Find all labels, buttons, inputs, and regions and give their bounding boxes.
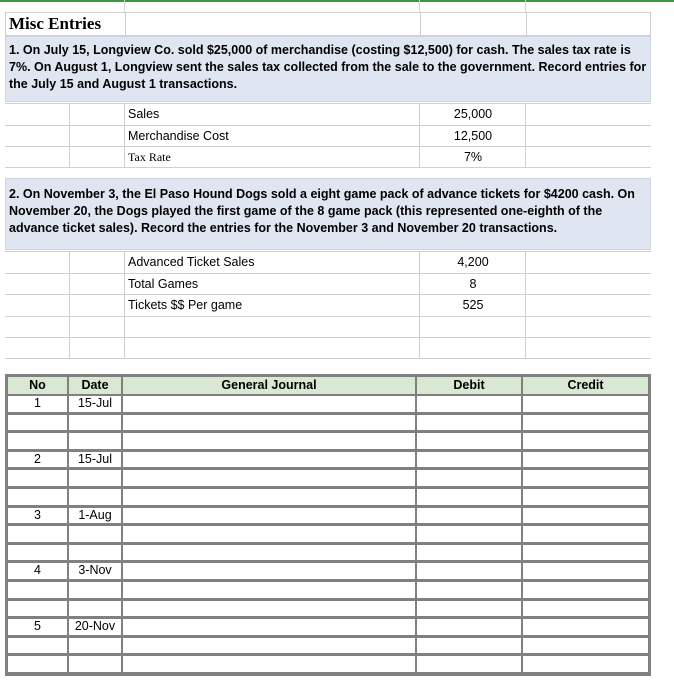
data-value: 25,000 (419, 104, 526, 125)
cell-credit[interactable] (523, 415, 648, 431)
cell-debit[interactable] (417, 526, 521, 542)
cell-no (8, 433, 67, 449)
cell-no (8, 601, 67, 617)
sheet-title: Misc Entries (9, 14, 102, 33)
journal-row (8, 563, 648, 579)
cell-account[interactable] (123, 619, 415, 635)
journal-row (8, 582, 648, 598)
cell-account[interactable] (123, 489, 415, 505)
cell-no (8, 582, 67, 598)
data-value: 8 (419, 274, 526, 295)
cell-debit[interactable] (417, 433, 521, 449)
cell-credit[interactable] (523, 489, 648, 505)
cell-no (8, 638, 67, 654)
journal-row (8, 619, 648, 635)
cell-credit[interactable] (523, 638, 648, 654)
cell-no: 3 (8, 508, 67, 524)
cell-no (8, 545, 67, 561)
cell-debit[interactable] (417, 470, 521, 486)
data-label: Total Games (124, 274, 198, 295)
data-label: Merchandise Cost (124, 126, 229, 147)
journal-row (8, 508, 648, 524)
cell-date (69, 526, 121, 542)
data-value: 12,500 (419, 126, 526, 147)
header-credit: Credit (523, 377, 648, 394)
data-row (5, 146, 651, 168)
cell-date (69, 601, 121, 617)
journal-row (8, 433, 648, 449)
question-2-text: 2. On November 3, the El Paso Hound Dogs sold a eight game pack of advance tickets for $4200 cash. On November 20, the Dogs played the first game of the 8 game pack (this represented one-eighth of the advance ticket sales). Record the entries for the November 3 and November 20 transactions. (5, 178, 651, 250)
data-label: Sales (124, 104, 159, 125)
data-row (5, 316, 651, 338)
cell-debit[interactable] (417, 508, 521, 524)
data-value: 7% (419, 147, 526, 167)
cell-credit[interactable] (523, 433, 648, 449)
cell-date (69, 545, 121, 561)
grid-line (525, 0, 526, 12)
cell-date: 15-Jul (69, 452, 121, 468)
header-general-journal: General Journal (123, 377, 415, 394)
cell-no (8, 415, 67, 431)
cell-account[interactable] (123, 452, 415, 468)
data-table-1 (5, 103, 651, 168)
data-row (5, 125, 651, 147)
journal-row (8, 545, 648, 561)
cell-account[interactable] (123, 415, 415, 431)
cell-account[interactable] (123, 433, 415, 449)
cell-no: 4 (8, 563, 67, 579)
cell-account[interactable] (123, 601, 415, 617)
cell-date (69, 638, 121, 654)
cell-account[interactable] (123, 638, 415, 654)
cell-account[interactable] (123, 470, 415, 486)
journal-row (8, 638, 648, 654)
cell-account[interactable] (123, 526, 415, 542)
cell-debit[interactable] (417, 489, 521, 505)
cell-date: 3-Nov (69, 563, 121, 579)
cell-no: 5 (8, 619, 67, 635)
general-journal-table (5, 374, 651, 676)
cell-date (69, 656, 121, 672)
journal-header-row (8, 377, 648, 394)
header-debit: Debit (417, 377, 521, 394)
data-row (5, 294, 651, 316)
cell-date (69, 470, 121, 486)
data-table-2 (5, 251, 651, 359)
cell-debit[interactable] (417, 601, 521, 617)
cell-date (69, 489, 121, 505)
data-value: 525 (419, 295, 526, 316)
data-value: 4,200 (419, 252, 526, 273)
cell-credit[interactable] (523, 396, 648, 412)
cell-debit[interactable] (417, 415, 521, 431)
question-1-text: 1. On July 15, Longview Co. sold $25,000 of merchandise (costing $12,500) for cash. The sales tax rate is 7%. On August 1, Longview sent the sales tax collected from the sale to the government. Record entries for the July 15 and August 1 transactions. (5, 36, 651, 102)
cell-account[interactable] (123, 563, 415, 579)
cell-no: 1 (8, 396, 67, 412)
cell-date (69, 582, 121, 598)
cell-credit[interactable] (523, 619, 648, 635)
data-label: Advanced Ticket Sales (124, 252, 254, 273)
cell-account[interactable] (123, 545, 415, 561)
top-border (0, 0, 674, 2)
cell-date (69, 433, 121, 449)
journal-row (8, 656, 648, 672)
grid-line (419, 0, 420, 12)
journal-row (8, 415, 648, 431)
cell-date (69, 415, 121, 431)
title-row (5, 12, 651, 36)
journal-row (8, 526, 648, 542)
data-label: Tax Rate (124, 147, 171, 167)
cell-debit[interactable] (417, 563, 521, 579)
cell-no (8, 526, 67, 542)
cell-no (8, 470, 67, 486)
cell-credit[interactable] (523, 582, 648, 598)
data-row (5, 273, 651, 295)
header-date: Date (69, 377, 121, 394)
cell-debit[interactable] (417, 545, 521, 561)
data-label: Tickets $$ Per game (124, 295, 242, 316)
cell-date: 1-Aug (69, 508, 121, 524)
cell-credit[interactable] (523, 601, 648, 617)
cell-credit[interactable] (523, 563, 648, 579)
cell-credit[interactable] (523, 470, 648, 486)
data-row (5, 251, 651, 273)
header-no: No (8, 377, 67, 394)
cell-account[interactable] (123, 396, 415, 412)
cell-credit[interactable] (523, 508, 648, 524)
cell-credit[interactable] (523, 545, 648, 561)
cell-debit[interactable] (417, 396, 521, 412)
grid-line (124, 0, 125, 12)
cell-debit[interactable] (417, 452, 521, 468)
data-row (5, 337, 651, 359)
cell-account[interactable] (123, 582, 415, 598)
cell-debit[interactable] (417, 619, 521, 635)
journal-row (8, 489, 648, 505)
cell-account[interactable] (123, 508, 415, 524)
cell-date: 20-Nov (69, 619, 121, 635)
cell-account[interactable] (123, 656, 415, 672)
cell-no: 2 (8, 452, 67, 468)
cell-debit[interactable] (417, 656, 521, 672)
cell-credit[interactable] (523, 452, 648, 468)
cell-credit[interactable] (523, 656, 648, 672)
cell-no (8, 489, 67, 505)
data-row (5, 103, 651, 125)
journal-row (8, 601, 648, 617)
cell-no (8, 656, 67, 672)
cell-date: 15-Jul (69, 396, 121, 412)
journal-row (8, 452, 648, 468)
journal-row (8, 470, 648, 486)
cell-debit[interactable] (417, 582, 521, 598)
cell-credit[interactable] (523, 526, 648, 542)
cell-debit[interactable] (417, 638, 521, 654)
journal-row (8, 396, 648, 412)
